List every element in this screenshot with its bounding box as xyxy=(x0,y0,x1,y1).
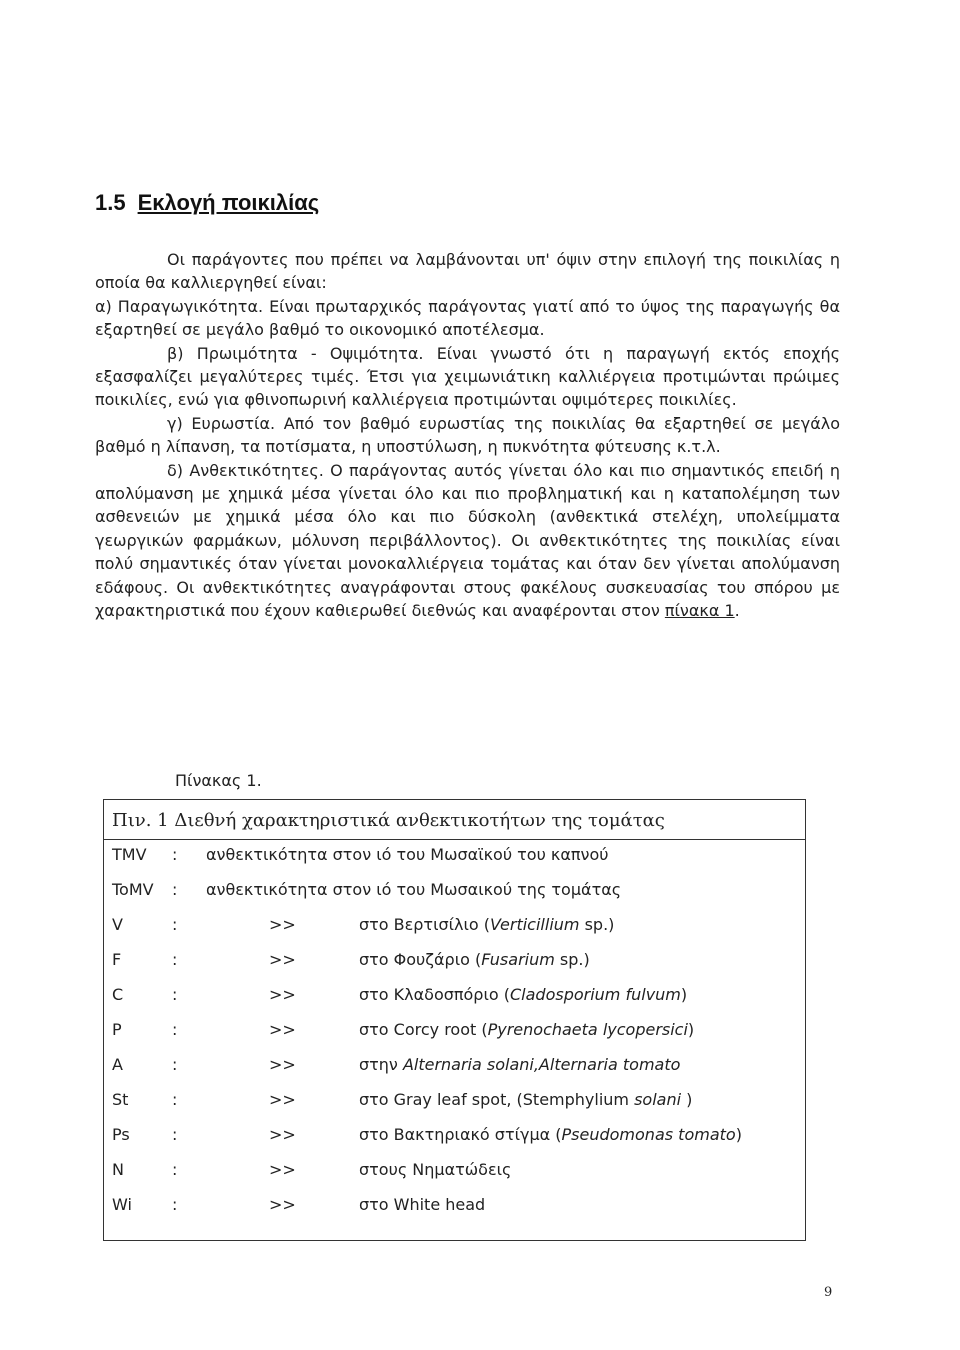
section-number: 1.5 xyxy=(95,190,126,215)
table-row xyxy=(104,841,805,871)
row-code: TMV xyxy=(112,845,147,864)
table-row xyxy=(104,1191,805,1221)
row-code: ToMV xyxy=(112,880,154,899)
row-colon: : xyxy=(172,985,178,1004)
item-productivity: α) Παραγωγικότητα. Είναι πρωταρχικός παράγοντας γιατί από το ύψος της παραγωγής θα εξαρτηθεί σε μεγάλο βαθμό το οικονομικό αποτέλεσμα. xyxy=(95,296,840,340)
row-ditto: >> xyxy=(269,915,296,934)
row-ditto: >> xyxy=(269,950,296,969)
item-resistances-text: δ) Ανθεκτικότητες. Ο παράγοντας αυτός γίνεται όλο και πιο σημαντικός επειδή η απολύμανση με χημικά μέσα γίνεται όλο και πιο προβληματική και η καταπολέμηση των ασθενειών με χημικά μέσα όλο και πιο δύσκολη (ανθεκτικά στελέχη, υπολείμματα γεωργικών φαρμάκων, μόλυνση περιβάλλοντος). Οι ανθεκτικότητες της ποικιλίας είναι πολύ σημαντικές όταν γίνεται μονοκαλλιέργεια τομάτας και όταν δεν γίνεται απολύμανση εδάφους. Οι ανθεκτικότητες αναγράφονται στους φακέλους συσκευασίας του σπόρου με χαρακτηριστικά που έχουν καθιερωθεί διεθνώς και αναφέρονται στον xyxy=(95,460,840,621)
table-1-link[interactable]: πίνακα 1 xyxy=(664,601,735,621)
row-value: στους Νηματώδεις xyxy=(359,1160,512,1179)
row-colon: : xyxy=(172,1090,178,1109)
row-colon: : xyxy=(172,845,178,864)
row-value: στο Βερτισίλιο (Verticillium sp.) xyxy=(359,915,615,934)
table-caption: Πίνακας 1. xyxy=(175,771,262,790)
table-row xyxy=(104,1121,805,1151)
row-code: A xyxy=(112,1055,123,1074)
table-row xyxy=(104,911,805,941)
row-ditto: >> xyxy=(269,1195,296,1214)
row-value: στο Κλαδοσπόριο (Cladosporium fulvum) xyxy=(359,985,688,1004)
item-vigor: γ) Ευρωστία. Από τον βαθμό ευρωστίας της ποικιλίας θα εξαρτηθεί σε μεγάλο βαθμό η λίπανση, τα ποτίσματα, η υποστύλωση, η πυκνότητα φύτευσης κ.τ.λ. xyxy=(95,413,840,457)
table-row xyxy=(104,946,805,976)
row-description: ανθεκτικότητα στον ιό του Μωσαικού της τομάτας xyxy=(206,880,622,899)
row-code: F xyxy=(112,950,122,969)
row-value: στην Alternaria solani,Alternaria tomato xyxy=(359,1055,681,1074)
table-title: Πιν. 1 Διεθνή χαρακτηριστικά ανθεκτικοτήτων της τομάτας xyxy=(112,810,665,831)
row-ditto: >> xyxy=(269,1125,296,1144)
row-code: Ps xyxy=(112,1125,130,1144)
section-heading xyxy=(95,190,319,216)
row-colon: : xyxy=(172,915,178,934)
row-colon: : xyxy=(172,1055,178,1074)
row-value: στο White head xyxy=(359,1195,486,1214)
row-value: στο Φουζάριο (Fusarium sp.) xyxy=(359,950,590,969)
table-divider xyxy=(104,839,805,840)
row-code: V xyxy=(112,915,123,934)
row-colon: : xyxy=(172,1125,178,1144)
row-ditto: >> xyxy=(269,985,296,1004)
row-value: στο Gray leaf spot, (Stemphylium solani ) xyxy=(359,1090,693,1109)
row-colon: : xyxy=(172,880,178,899)
body-text xyxy=(95,248,840,623)
row-code: P xyxy=(112,1020,122,1039)
row-ditto: >> xyxy=(269,1020,296,1039)
section-title: Εκλογή ποικιλίας xyxy=(137,190,320,215)
row-ditto: >> xyxy=(269,1160,296,1179)
intro-paragraph: Οι παράγοντες που πρέπει να λαμβάνονται υπ' όψιν στην επιλογή της ποικιλίας η οποία θα καλλιεργηθεί είναι: xyxy=(95,250,840,293)
item-earliness: β) Πρωιμότητα - Οψιμότητα. Είναι γνωστό ότι η παραγωγή εκτός εποχής εξασφαλίζει μεγαλύτερες τιμές. Έτσι για χειμωνιάτικη καλλιέργεια προτιμώνται πρώιμες ποικιλίες, ενώ για φθινοπωρινή καλλιέργεια προτιμώνται οψιμότερες ποικιλίες. xyxy=(95,343,840,410)
table-row xyxy=(104,1016,805,1046)
row-code: St xyxy=(112,1090,129,1109)
row-colon: : xyxy=(172,950,178,969)
table-row xyxy=(104,876,805,906)
row-value: στο Corcy root (Pyrenochaeta lycopersici) xyxy=(359,1020,695,1039)
row-colon: : xyxy=(172,1195,178,1214)
page-number: 9 xyxy=(824,1285,833,1300)
row-code: N xyxy=(112,1160,124,1179)
table-row xyxy=(104,1086,805,1116)
row-ditto: >> xyxy=(269,1055,296,1074)
table-row xyxy=(104,1051,805,1081)
row-code: C xyxy=(112,985,124,1004)
row-colon: : xyxy=(172,1020,178,1039)
row-ditto: >> xyxy=(269,1090,296,1109)
resistance-table xyxy=(103,799,806,1241)
table-row xyxy=(104,1156,805,1186)
table-row xyxy=(104,981,805,1011)
row-colon: : xyxy=(172,1160,178,1179)
row-value: στο Βακτηριακό στίγμα (Pseudomonas tomato) xyxy=(359,1125,742,1144)
item-resistances xyxy=(95,459,840,623)
row-description: ανθεκτικότητα στον ιό του Μωσαϊκού του καπνού xyxy=(206,845,609,864)
row-code: Wi xyxy=(112,1195,132,1214)
item-resistances-end: . xyxy=(734,601,740,621)
